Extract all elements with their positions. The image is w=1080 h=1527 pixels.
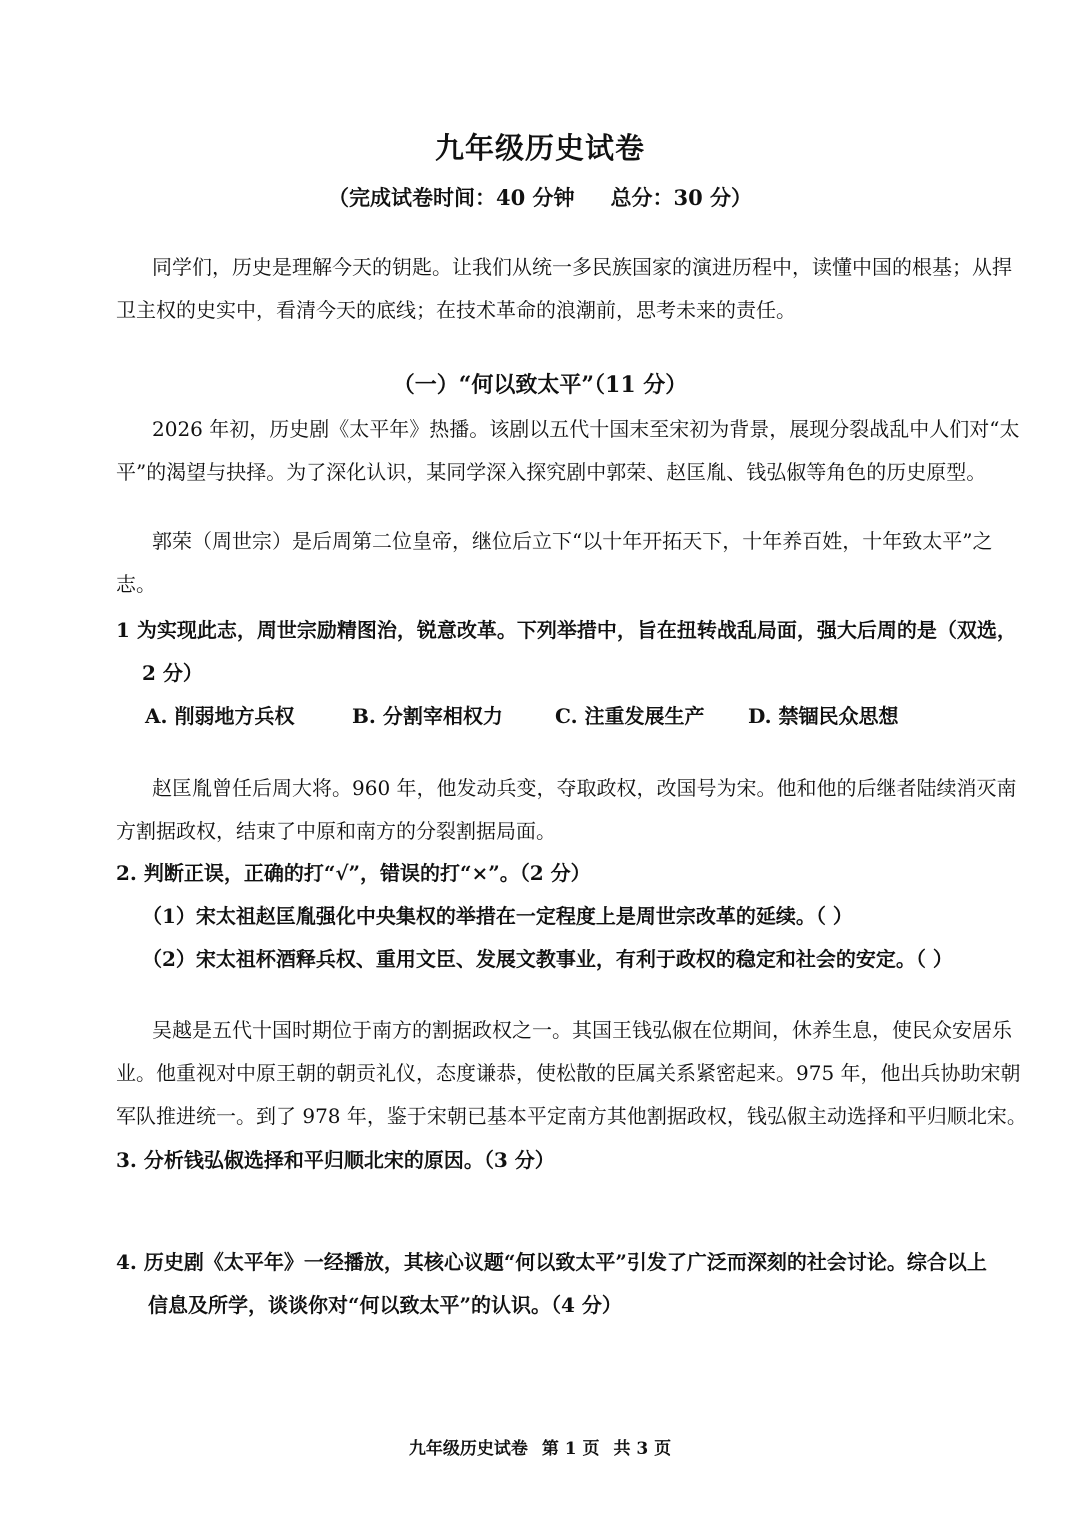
footer-page-number: 第 1 页 [541,1439,600,1459]
question-2-item-2: （2）宋太祖杯酒释兵权、重用文臣、发展文教事业，有利于政权的稳定和社会的安定。（ ） [142,947,953,971]
option-c: C. 注重发展生产 [555,704,705,728]
material2-line-2: 志。 [116,572,156,596]
exam-subtitle [0,182,1080,212]
exam-total-score: 总分：30 分） [610,185,753,210]
question-3: 3. 分析钱弘俶选择和平归顺北宋的原因。（3 分） [116,1148,555,1172]
question-2-item-1: （1）宋太祖赵匡胤强化中央集权的举措在一定程度上是周世宗改革的延续。（ ） [142,904,853,928]
material4-line-3: 军队推进统一。到了 978 年，鉴于宋朝已基本平定南方其他割据政权，钱弘俶主动选择和平归顺北宋。 [116,1104,1027,1128]
intro-line-1: 同学们，历史是理解今天的钥匙。让我们从统一多民族国家的演进历程中，读懂中国的根基；从捍 [152,255,1012,279]
question-2-stem: 2. 判断正误，正确的打“√”，错误的打“×”。（2 分） [116,861,591,885]
option-d: D. 禁锢民众思想 [748,704,899,728]
question-1-line-1: 1 为实现此志，周世宗励精图治，锐意改革。下列举措中，旨在扭转战乱局面，强大后周的是（双选， [116,618,1017,642]
option-b: B. 分割宰相权力 [352,704,503,728]
footer-exam-name: 九年级历史试卷 [408,1439,528,1459]
question-1-line-2: 2 分） [142,661,203,685]
material1-line-2: 平”的渴望与抉择。为了深化认识，某同学深入探究剧中郭荣、赵匡胤、钱弘俶等角色的历史原型。 [116,460,987,484]
section-heading: （一）“何以致太平”（11 分） [392,372,688,398]
material4-line-2: 业。他重视对中原王朝的朝贡礼仪，态度谦恭，使松散的臣属关系紧密起来。975 年，他出兵协助宋朝 [116,1061,1021,1085]
intro-line-2: 卫主权的史实中，看清今天的底线；在技术革命的浪潮前，思考未来的责任。 [116,298,796,322]
material3-line-1: 赵匡胤曾任后周大将。960 年，他发动兵变，夺取政权，改国号为宋。他和他的后继者陆续消灭南 [152,776,1017,800]
footer-total-pages: 共 3 页 [613,1439,672,1459]
material1-line-1: 2026 年初，历史剧《太平年》热播。该剧以五代十国末至宋初为背景，展现分裂战乱中人们对“太 [152,417,1020,441]
question-4-line-1: 4. 历史剧《太平年》一经播放，其核心议题“何以致太平”引发了广泛而深刻的社会讨论。综合以上 [116,1250,987,1274]
material3-line-2: 方割据政权，结束了中原和南方的分裂割据局面。 [116,819,556,843]
option-a: A. 削弱地方兵权 [145,704,295,728]
page-title: 九年级历史试卷 [434,131,645,165]
exam-time: （完成试卷时间：40 分钟 [327,185,575,210]
material2-line-1: 郭荣（周世宗）是后周第二位皇帝，继位后立下“以十年开拓天下，十年养百姓，十年致太平”之 [152,529,993,553]
question-4-line-2: 信息及所学，谈谈你对“何以致太平”的认识。（4 分） [148,1293,622,1317]
page-footer [0,1434,1080,1459]
material4-line-1: 吴越是五代十国时期位于南方的割据政权之一。其国王钱弘俶在位期间，休养生息，使民众安居乐 [152,1018,1012,1042]
